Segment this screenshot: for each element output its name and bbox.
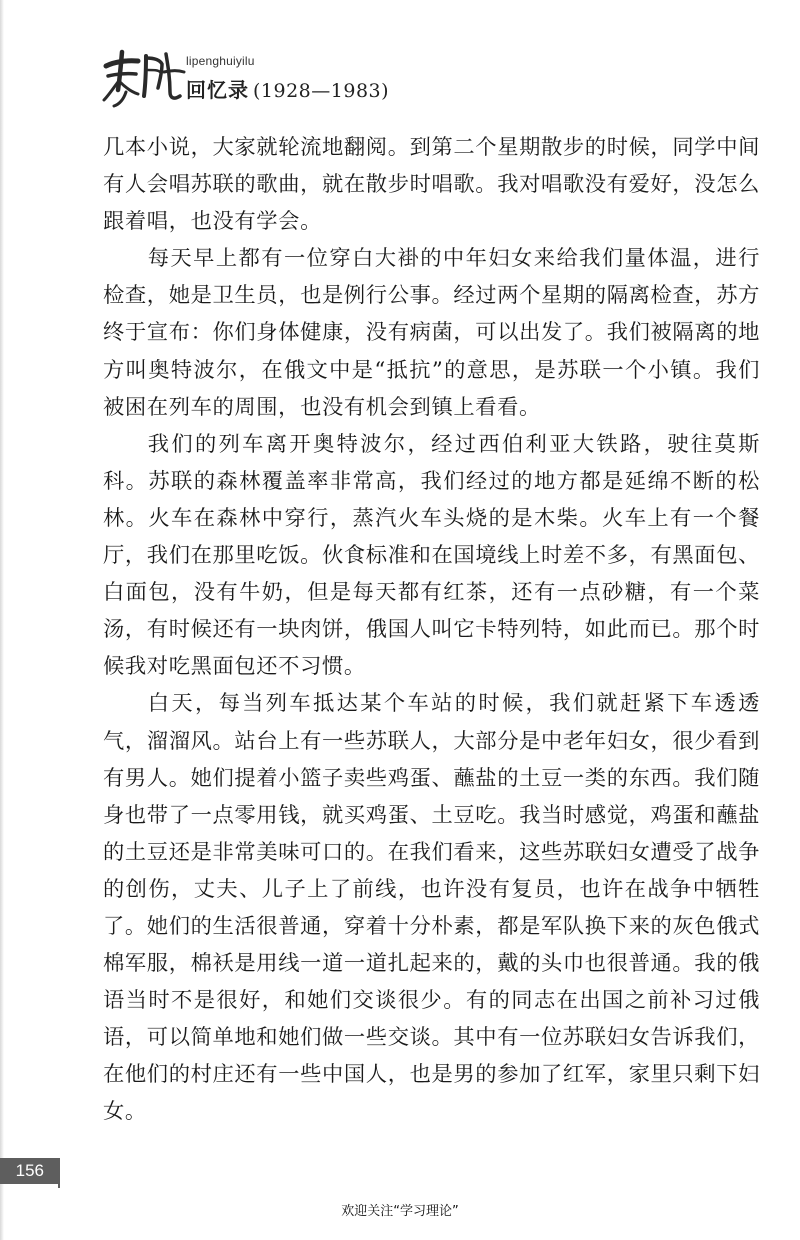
paragraph-4: 白天，每当列车抵达某个车站的时候，我们就赶紧下车透透气，溜溜风。站台上有一些苏联人，大部分是中老年妇女，很少看到有男人。她们提着小篮子卖些鸡蛋、蘸盐的土豆一类的东西。我们随身也带了一点零用钱，就买鸡蛋、土豆吃。我当时感觉，鸡蛋和蘸盐的土豆还是非常美味可口的。在我们看来，这些苏联妇女遭受了战争的创伤，丈夫、儿子上了前线，也许没有复员，也许在战争中牺牲了。她们的生活很普通，穿着十分朴素，都是军队换下来的灰色俄式棉军服，棉袄是用线一道一道扎起来的，戴的头巾也很普通。我的俄语当时不是很好，和她们交谈很少。有的同志在出国之前补习过俄语，可以简单地和她们做一些交谈。其中有一位苏联妇女告诉我们，在他们的村庄还有一些中国人，也是男的参加了红军，家里只剩下妇女。 bbox=[103, 691, 760, 1125]
page-body-text bbox=[103, 129, 760, 1131]
page-number: 156 bbox=[15, 1161, 44, 1180]
book-title-text: 回忆录 bbox=[186, 78, 249, 102]
running-header bbox=[100, 46, 500, 116]
page-number-tick bbox=[58, 1158, 60, 1188]
paragraph-1: 几本小说，大家就轮流地翻阅。到第二个星期散步的时候，同学中间有人会唱苏联的歌曲，就在散步时唱歌。我对唱歌没有爱好，没怎么跟着唱，也没有学会。 bbox=[103, 135, 760, 235]
book-years: (1928—1983) bbox=[253, 80, 390, 102]
calligraphy-signature-logo bbox=[100, 46, 186, 110]
footer-watermark-note: 欢迎关注“学习理论” bbox=[341, 1204, 459, 1219]
paragraph-3: 我们的列车离开奥特波尔，经过西伯利亚大铁路，驶往莫斯科。苏联的森林覆盖率非常高，我们经过的地方都是延绵不断的松林。火车在森林中穿行，蒸汽火车头烧的是木柴。火车上有一个餐厅，我们在那里吃饭。伙食标准和在国境线上时差不多，有黑面包、白面包，没有牛奶，但是每天都有红茶，还有一点砂糖，有一个菜汤，有时候还有一块肉饼，俄国人叫它卡特列特，如此而已。那个时候我对吃黑面包还不习惯。 bbox=[103, 431, 760, 680]
page-edge-shadow bbox=[0, 0, 4, 1240]
header-pinyin: lipenghuiyilu bbox=[186, 54, 255, 68]
book-title bbox=[186, 74, 389, 103]
page-number-tab bbox=[0, 1158, 58, 1184]
paragraph-2: 每天早上都有一位穿白大褂的中年妇女来给我们量体温，进行检查，她是卫生员，也是例行公事。经过两个星期的隔离检查，苏方终于宣布：你们身体健康，没有病菌，可以出发了。我们被隔离的地方叫奥特波尔，在俄文中是“抵抗”的意思，是苏联一个小镇。我们被困在列车的周围，也没有机会到镇上看看。 bbox=[103, 246, 760, 420]
